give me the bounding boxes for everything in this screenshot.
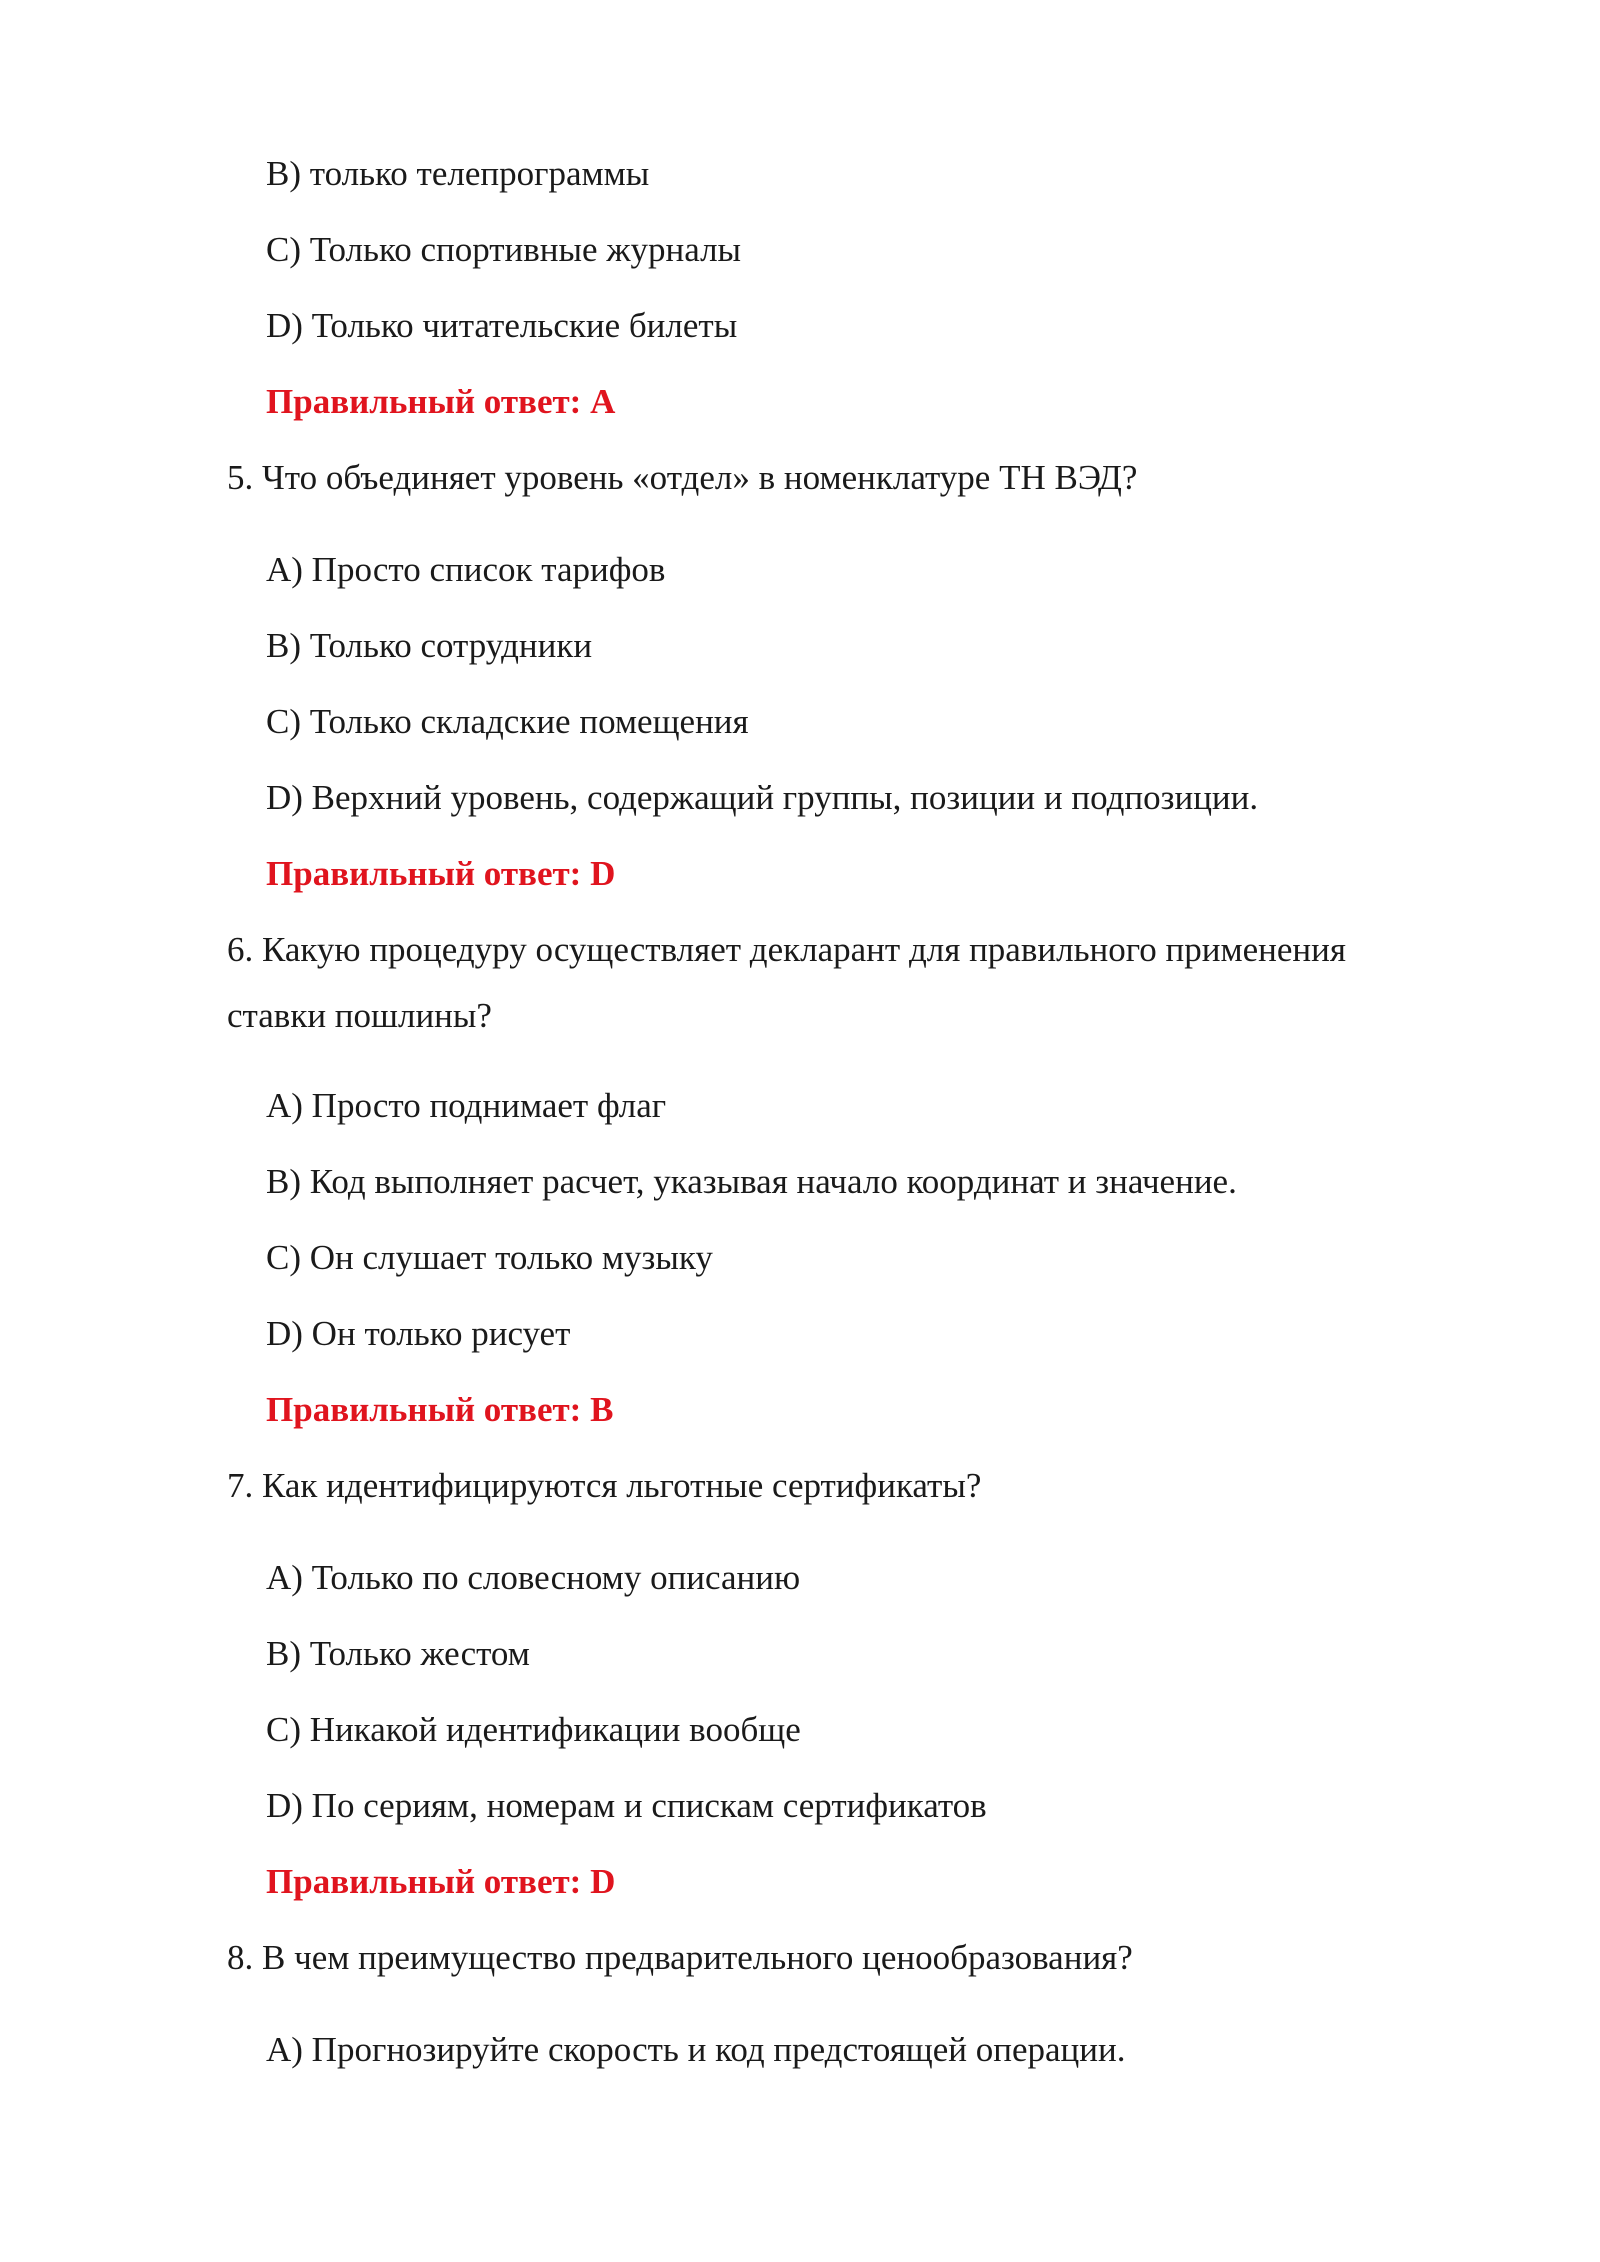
option-d: D) По сериям, номерам и спискам сертификатов [266, 1786, 987, 1825]
correct-answer: Правильный ответ: A [266, 382, 616, 421]
correct-answer: Правильный ответ: D [266, 854, 616, 893]
question-6-continued: ставки пошлины? [227, 996, 492, 1035]
option-b: B) Только сотрудники [266, 626, 593, 665]
question-8: 8. В чем преимущество предварительного ценообразования? [227, 1938, 1133, 1977]
correct-answer: Правильный ответ: B [266, 1390, 614, 1429]
option-a: A) Только по словесному описанию [266, 1558, 801, 1597]
option-d: D) Верхний уровень, содержащий группы, позиции и подпозиции. [266, 778, 1259, 817]
question-5: 5. Что объединяет уровень «отдел» в номенклатуре ТН ВЭД? [227, 458, 1138, 497]
option-b: B) Код выполняет расчет, указывая начало координат и значение. [266, 1162, 1237, 1201]
option-d: D) Только читательские билеты [266, 306, 738, 345]
option-c: C) Только складские помещения [266, 702, 749, 741]
option-b: B) Только жестом [266, 1634, 530, 1673]
option-d: D) Он только рисует [266, 1314, 571, 1353]
option-c: C) Никакой идентификации вообще [266, 1710, 801, 1749]
correct-answer: Правильный ответ: D [266, 1862, 616, 1901]
option-a: A) Просто список тарифов [266, 550, 666, 589]
option-c: C) Он слушает только музыку [266, 1238, 713, 1277]
option-b: B) только телепрограммы [266, 154, 650, 193]
question-7: 7. Как идентифицируются льготные сертификаты? [227, 1466, 982, 1505]
question-6: 6. Какую процедуру осуществляет декларант для правильного применения [227, 930, 1346, 969]
option-a: A) Просто поднимает флаг [266, 1086, 667, 1125]
option-a: A) Прогнозируйте скорость и код предстоящей операции. [266, 2030, 1126, 2069]
option-c: C) Только спортивные журналы [266, 230, 742, 269]
